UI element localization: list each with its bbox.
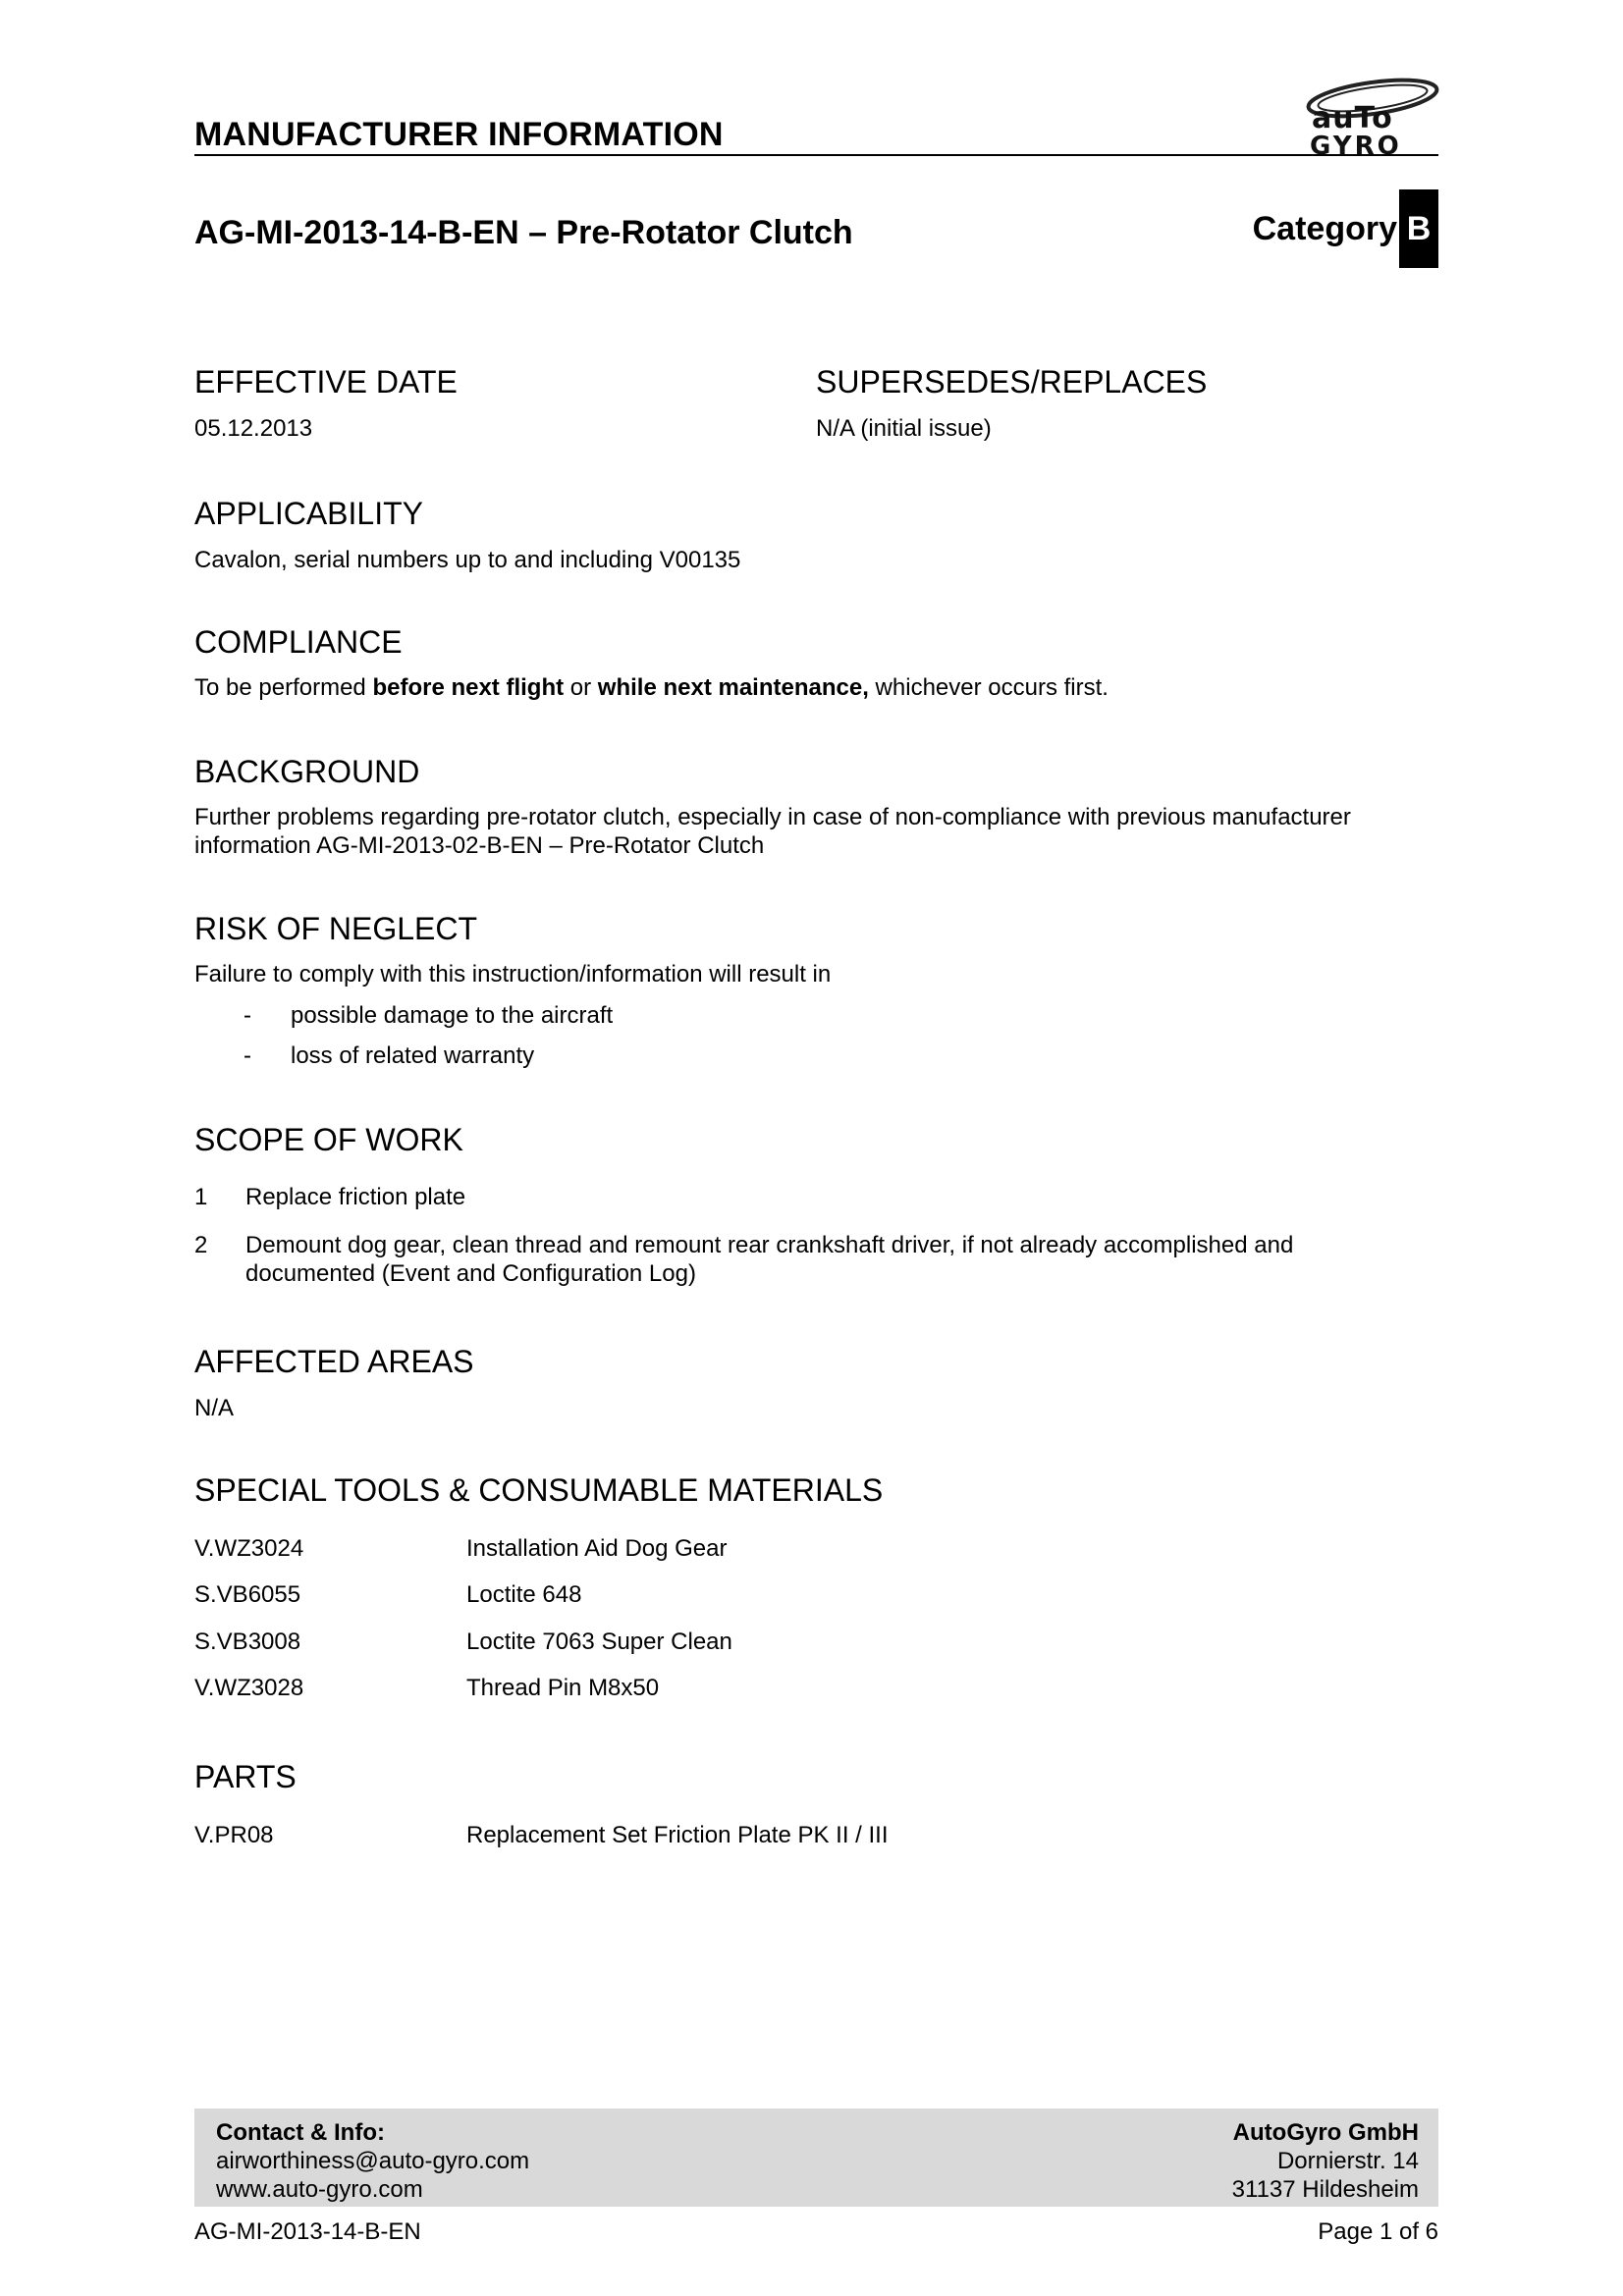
category-label: Category <box>1252 209 1397 247</box>
risk-bullet: - <box>243 1002 251 1029</box>
background-line-2: information AG-MI-2013-02-B-EN – Pre-Rotator Clutch <box>194 832 765 859</box>
background-line-1: Further problems regarding pre-rotator clutch, especially in case of non-compliance with previous manufacturer <box>194 804 1351 830</box>
company-address <box>1232 2118 1419 2204</box>
contact-box <box>194 2109 1438 2207</box>
header-title: MANUFACTURER INFORMATION <box>194 116 724 153</box>
risk-text: Failure to comply with this instruction/information will result in <box>194 961 832 988</box>
footer-document-id: AG-MI-2013-14-B-EN <box>194 2218 421 2245</box>
company-street: Dornierstr. 14 <box>1276 2148 1419 2174</box>
affected-text: N/A <box>194 1395 235 1421</box>
compliance-text: To be performed before next flight or while next maintenance, whichever occurs first. <box>194 674 1109 701</box>
category-indicator <box>1253 189 1438 268</box>
contact-label: Contact & Info: <box>216 2119 385 2146</box>
affected-heading: AFFECTED AREAS <box>194 1344 474 1379</box>
tool-desc: Thread Pin M8x50 <box>466 1675 660 1701</box>
scope-item-number: 1 <box>194 1184 208 1210</box>
effective-date-heading: EFFECTIVE DATE <box>194 364 458 400</box>
scope-item-text: Replace friction plate <box>245 1184 466 1210</box>
tool-desc: Loctite 7063 Super Clean <box>466 1629 732 1655</box>
contact-info <box>216 2118 529 2204</box>
tool-code: V.WZ3028 <box>194 1675 304 1701</box>
header-rule <box>194 154 1438 156</box>
tool-desc: Installation Aid Dog Gear <box>466 1535 728 1562</box>
company-name: AutoGyro GmbH <box>1232 2119 1419 2146</box>
supersedes-heading: SUPERSEDES/REPLACES <box>816 364 1208 400</box>
category-value: B <box>1399 189 1438 268</box>
footer-page-number: Page 1 of 6 <box>1318 2218 1438 2245</box>
risk-item: loss of related warranty <box>291 1042 535 1069</box>
scope-item-number: 2 <box>194 1232 208 1258</box>
document-title: AG-MI-2013-14-B-EN – Pre-Rotator Clutch <box>194 214 853 251</box>
compliance-heading: COMPLIANCE <box>194 624 403 660</box>
tool-desc: Loctite 648 <box>466 1581 582 1608</box>
part-desc: Replacement Set Friction Plate PK II / III <box>466 1822 889 1848</box>
contact-website: www.auto-gyro.com <box>216 2176 423 2203</box>
part-code: V.PR08 <box>194 1822 274 1848</box>
effective-date-value: 05.12.2013 <box>194 415 313 442</box>
parts-heading: PARTS <box>194 1759 297 1794</box>
scope-heading: SCOPE OF WORK <box>194 1122 463 1157</box>
company-city: 31137 Hildesheim <box>1231 2176 1419 2203</box>
tool-code: S.VB3008 <box>194 1629 301 1655</box>
contact-email: airworthiness@auto-gyro.com <box>216 2148 530 2174</box>
scope-item-text: Demount dog gear, clean thread and remount rear crankshaft driver, if not already accomplished and <box>245 1232 1294 1258</box>
autogyro-logo <box>1276 71 1443 157</box>
applicability-heading: APPLICABILITY <box>194 496 423 531</box>
risk-heading: RISK OF NEGLECT <box>194 911 478 946</box>
risk-bullet: - <box>243 1042 251 1069</box>
applicability-text: Cavalon, serial numbers up to and including V00135 <box>194 547 741 573</box>
supersedes-value: N/A (initial issue) <box>816 415 992 442</box>
risk-item: possible damage to the aircraft <box>291 1002 614 1029</box>
svg-text:GYRO: GYRO <box>1310 132 1402 157</box>
background-heading: BACKGROUND <box>194 754 420 789</box>
svg-text:auTo: auTo <box>1312 101 1393 135</box>
tool-code: S.VB6055 <box>194 1581 301 1608</box>
tools-heading: SPECIAL TOOLS & CONSUMABLE MATERIALS <box>194 1472 884 1508</box>
scope-item-text-cont: documented (Event and Configuration Log) <box>245 1260 696 1287</box>
tool-code: V.WZ3024 <box>194 1535 304 1562</box>
